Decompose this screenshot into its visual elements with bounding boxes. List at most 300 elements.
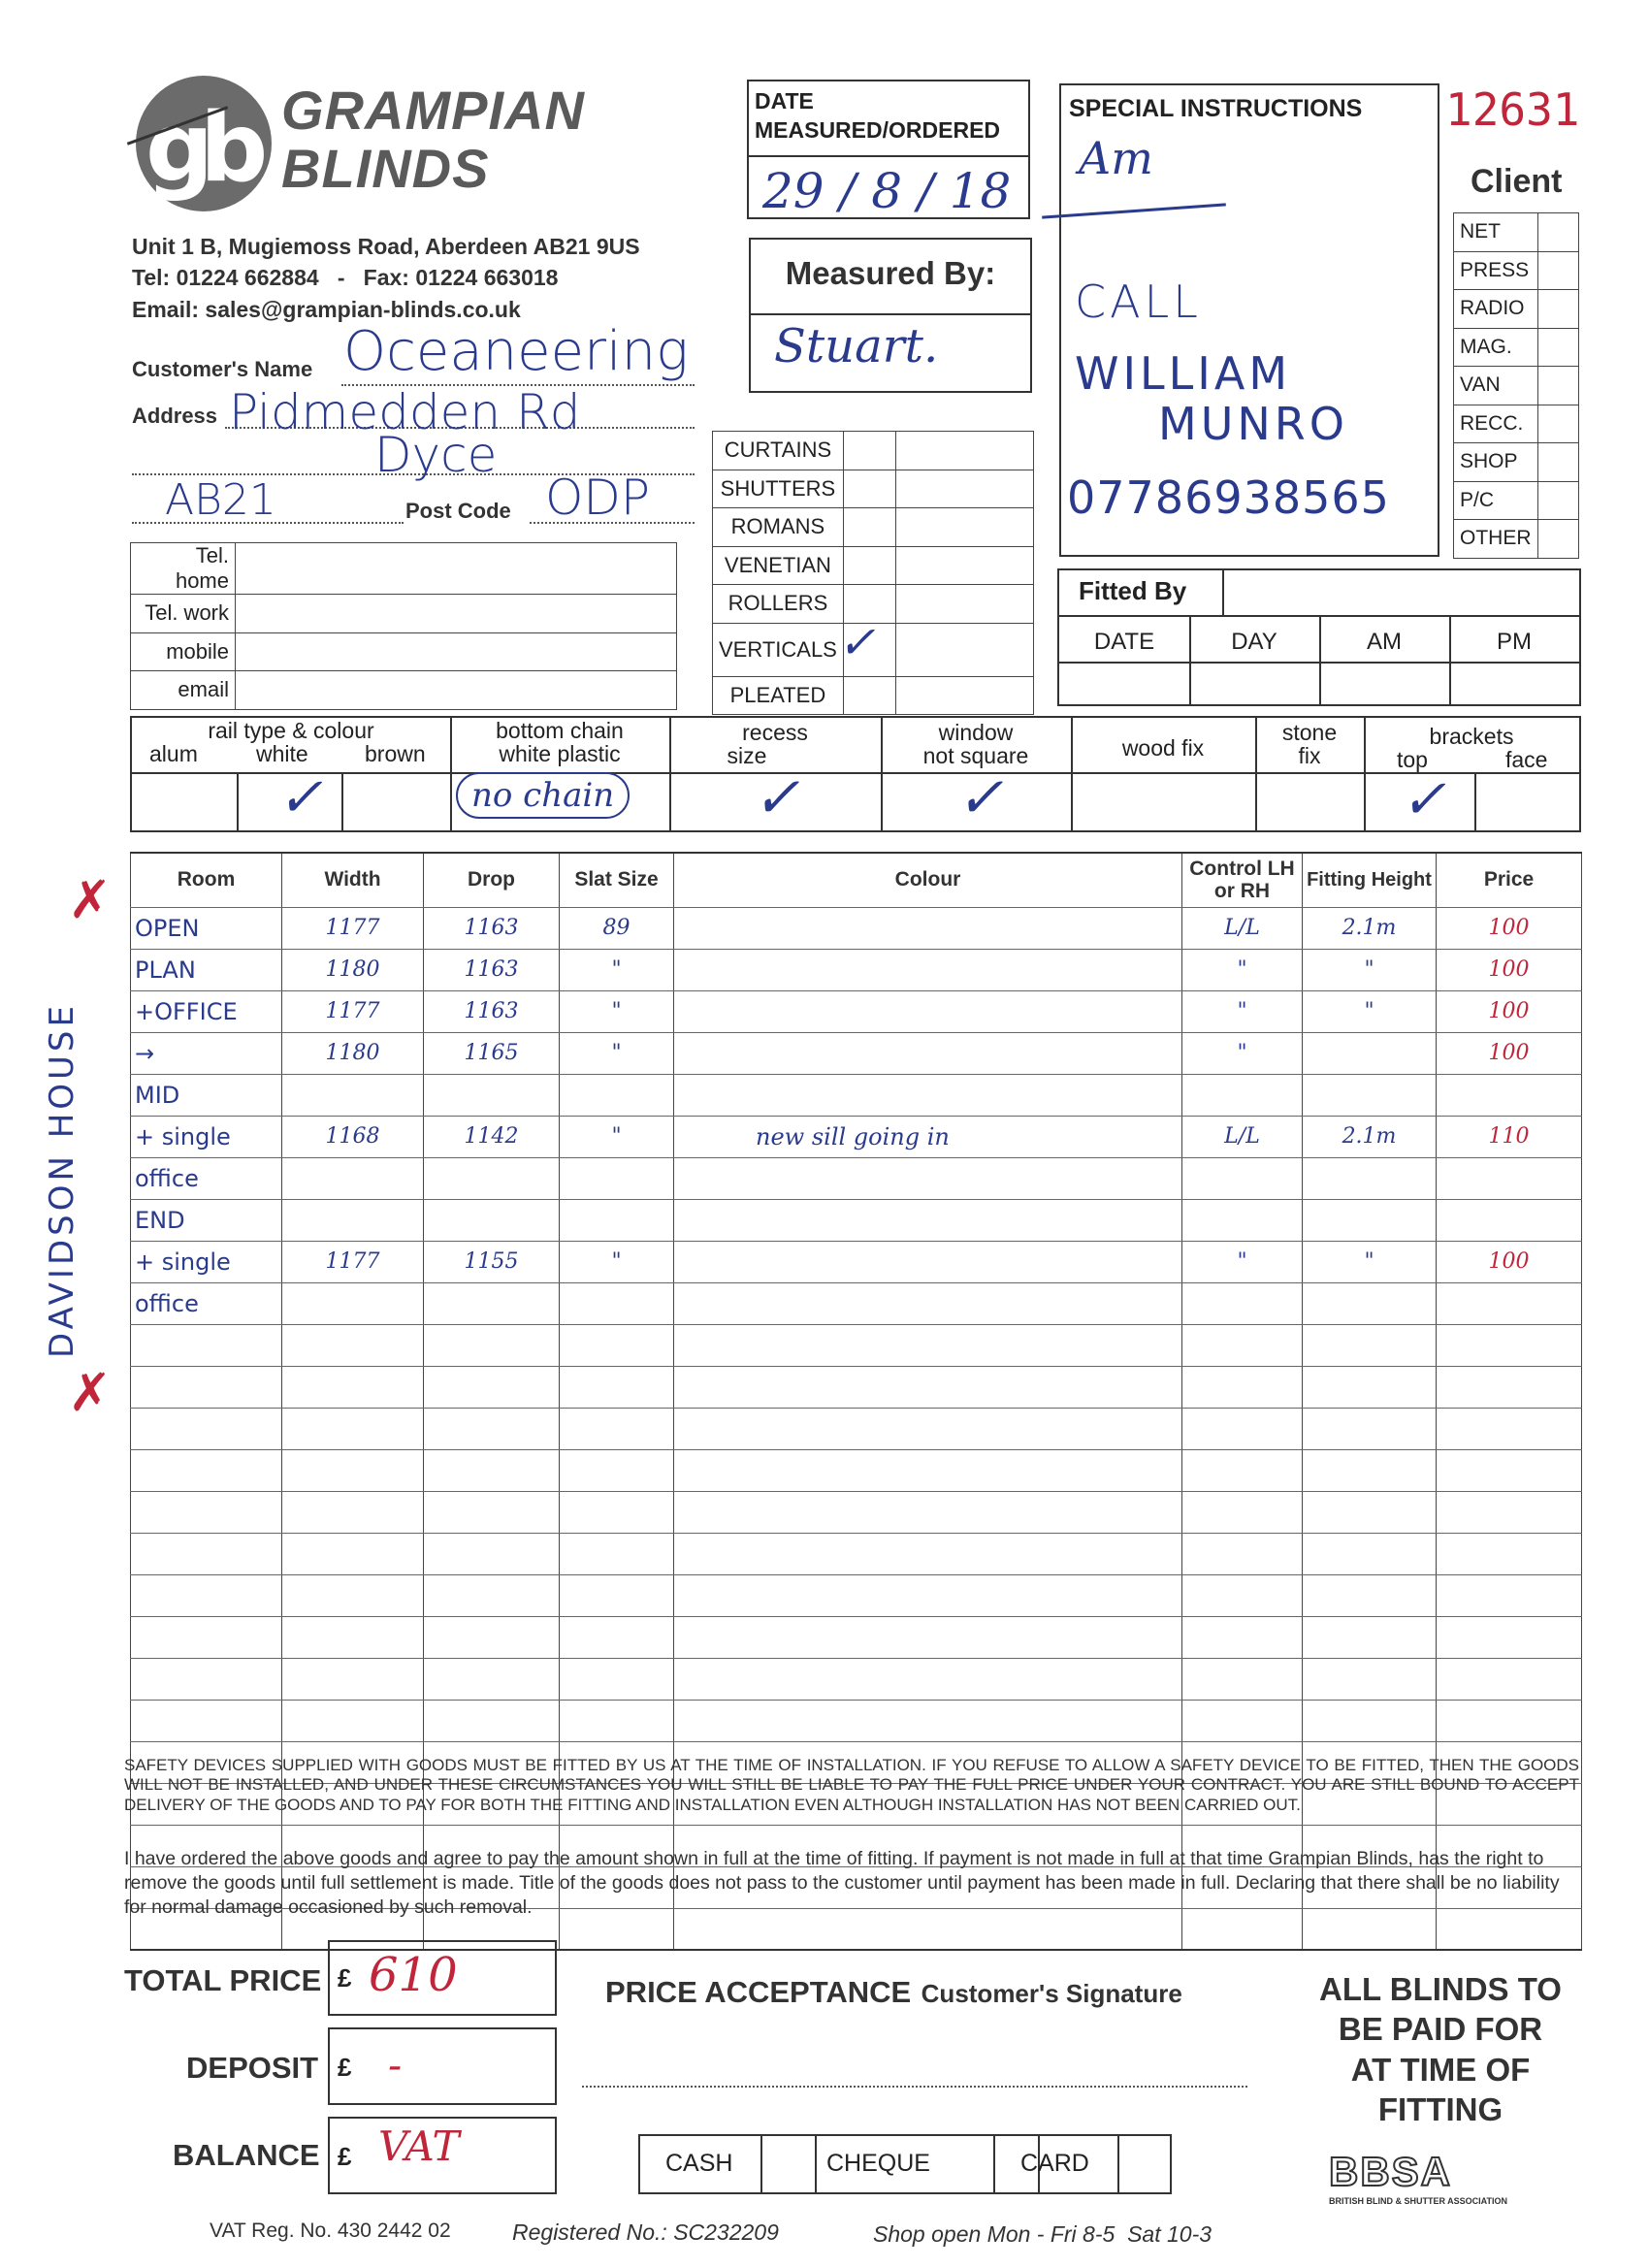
phone-row <box>131 671 677 710</box>
cell-colour[interactable] <box>674 1574 1182 1616</box>
cell-control[interactable]: " <box>1182 949 1303 990</box>
cell-width[interactable] <box>282 1616 424 1658</box>
cell-room[interactable]: PLAN <box>131 949 282 990</box>
cell-width[interactable] <box>282 1449 424 1491</box>
cell-width[interactable]: 1177 <box>282 1241 424 1282</box>
cell-drop[interactable] <box>424 1282 560 1324</box>
special-line1[interactable]: Am <box>1079 132 1153 184</box>
blind-type-row <box>713 676 1034 715</box>
blind-type-checkbox[interactable] <box>843 676 895 715</box>
cell-room[interactable] <box>131 1449 282 1491</box>
notice-line3: AT TIME OF <box>1350 2051 1531 2088</box>
cell-height[interactable] <box>1303 1324 1437 1366</box>
cell-room[interactable] <box>131 1658 282 1700</box>
cell-price[interactable] <box>1437 1658 1582 1700</box>
cell-colour[interactable] <box>674 1324 1182 1366</box>
cell-control[interactable] <box>1182 1199 1303 1241</box>
cell-control[interactable] <box>1182 1533 1303 1574</box>
cell-height[interactable] <box>1303 1533 1437 1574</box>
cell-slat[interactable] <box>560 1700 674 1741</box>
deposit-value: - <box>388 2041 403 2089</box>
measured-by-box <box>749 238 1032 393</box>
col-fitting-height: Fitting Height <box>1303 853 1437 907</box>
rail-white-tick[interactable]: ✓ <box>277 766 323 829</box>
cell-control[interactable] <box>1182 1157 1303 1199</box>
blind-type-row <box>713 623 1034 676</box>
cell-price[interactable] <box>1437 1324 1582 1366</box>
company-phone-fax: Tel: 01224 662884 - Fax: 01224 663018 <box>132 265 559 290</box>
customer-name[interactable]: Oceaneering <box>343 320 689 383</box>
cell-colour[interactable] <box>674 1533 1182 1574</box>
client-option-row <box>1454 520 1579 559</box>
cell-colour[interactable] <box>674 1199 1182 1241</box>
phone-value[interactable] <box>236 543 677 595</box>
blind-type-row <box>713 508 1034 547</box>
cell-room[interactable]: + single <box>131 1116 282 1157</box>
cell-room[interactable]: END <box>131 1199 282 1241</box>
table-row <box>131 1032 1582 1074</box>
cell-height[interactable] <box>1303 1700 1437 1741</box>
cell-height[interactable] <box>1303 1658 1437 1700</box>
cell-height[interactable]: 2.1m <box>1303 907 1437 949</box>
blind-type-row <box>713 546 1034 585</box>
postcode-value[interactable]: ODP <box>545 470 651 526</box>
cell-width[interactable] <box>282 1157 424 1199</box>
cell-colour[interactable] <box>674 1157 1182 1199</box>
cell-width[interactable] <box>282 1408 424 1449</box>
total-currency: £ <box>338 1963 352 1993</box>
cell-height[interactable] <box>1303 1366 1437 1408</box>
cell-drop[interactable]: 1142 <box>424 1116 560 1157</box>
price-acceptance <box>605 1975 1182 2010</box>
cell-price[interactable]: 110 <box>1437 1116 1582 1157</box>
cell-slat[interactable]: " <box>560 949 674 990</box>
client-option-row <box>1454 290 1579 329</box>
measured-by-value[interactable]: Stuart. <box>774 319 939 373</box>
cell-drop[interactable] <box>424 1449 560 1491</box>
table-row <box>131 1658 1582 1700</box>
cell-drop[interactable] <box>424 1700 560 1741</box>
table-row <box>131 1366 1582 1408</box>
date-value[interactable]: 29 / 8 / 18 <box>762 163 1012 219</box>
cell-drop[interactable] <box>424 1074 560 1116</box>
client-option-label: RADIO <box>1454 290 1538 329</box>
cell-height[interactable] <box>1303 1282 1437 1324</box>
cell-price[interactable]: 100 <box>1437 990 1582 1032</box>
table-row <box>131 1157 1582 1199</box>
client-option-checkbox[interactable] <box>1537 443 1578 482</box>
col-price: Price <box>1437 853 1582 907</box>
address-line1[interactable]: Pidmedden Rd <box>229 384 581 440</box>
cell-room[interactable]: OPEN <box>131 907 282 949</box>
cell-price[interactable] <box>1437 1449 1582 1491</box>
cell-control[interactable]: L/L <box>1182 1116 1303 1157</box>
cell-control[interactable] <box>1182 1282 1303 1324</box>
cell-price[interactable] <box>1437 1491 1582 1533</box>
cell-slat[interactable] <box>560 1408 674 1449</box>
not-square-label: not square <box>922 743 1029 768</box>
blind-type-checkbox[interactable] <box>843 546 895 585</box>
phone-label: mobile <box>131 632 236 671</box>
rail-alum-label: alum <box>149 741 198 766</box>
cell-price[interactable] <box>1437 1157 1582 1199</box>
cell-height[interactable] <box>1303 1449 1437 1491</box>
cell-slat[interactable] <box>560 1199 674 1241</box>
address-line3[interactable]: AB21 <box>165 475 276 525</box>
client-option-checkbox[interactable] <box>1537 290 1578 329</box>
cell-height[interactable] <box>1303 1574 1437 1616</box>
cell-slat[interactable] <box>560 1324 674 1366</box>
client-option-checkbox[interactable] <box>1537 251 1578 290</box>
cell-price[interactable] <box>1437 1366 1582 1408</box>
cell-room[interactable]: MID <box>131 1074 282 1116</box>
balance-value: VAT <box>378 2122 460 2170</box>
cell-control[interactable] <box>1182 1449 1303 1491</box>
cell-drop[interactable] <box>424 1574 560 1616</box>
address-line2[interactable]: Dyce <box>374 427 498 483</box>
cell-control[interactable] <box>1182 1074 1303 1116</box>
cell-room[interactable]: + single <box>131 1241 282 1282</box>
cell-colour[interactable]: new sill going in <box>674 1116 1182 1157</box>
cell-width[interactable]: 1177 <box>282 907 424 949</box>
safety-notice: SAFETY DEVICES SUPPLIED WITH GOODS MUST BE FITTED BY US AT THE TIME OF INSTALLATION. IF YOU REFUSE TO ALLOW A SAFETY DEVICE TO BE FITTED, THEN THE GOODS WILL NOT BE INSTALLED, AND UNDER THESE CIRCUMSTANCES YOU WILL STILL BE LIABLE TO PAY THE FULL PRICE UNDER YOUR CONTRACT. YOU ARE STILL BOUND TO ACCEPT DELIVERY OF THE GOODS AND TO PAY FOR BOTH THE FITTING AND INSTALLATION EVEN ALTHOUGH INSTALLATION HAS NOT BEEN CARRIED OUT. <box>124 1756 1579 1814</box>
cell-slat[interactable] <box>560 1616 674 1658</box>
cell-drop[interactable] <box>424 1616 560 1658</box>
cell-room[interactable] <box>131 1408 282 1449</box>
cell-width[interactable]: 1180 <box>282 949 424 990</box>
cheque-option[interactable]: CHEQUE <box>826 2150 930 2177</box>
total-box[interactable] <box>328 1940 557 2016</box>
cell-width[interactable] <box>282 1324 424 1366</box>
client-option-checkbox[interactable] <box>1537 405 1578 443</box>
cell-drop[interactable] <box>424 1408 560 1449</box>
table-row <box>131 1199 1582 1241</box>
cell-drop[interactable] <box>424 1658 560 1700</box>
col-room: Room <box>131 853 282 907</box>
cell-slat[interactable]: " <box>560 990 674 1032</box>
cell-height[interactable]: " <box>1303 1241 1437 1282</box>
customer-name-label: Customer's Name <box>132 357 313 381</box>
table-row <box>131 1408 1582 1449</box>
client-option-checkbox[interactable] <box>1537 328 1578 367</box>
cell-height[interactable] <box>1303 1491 1437 1533</box>
cell-price[interactable] <box>1437 1074 1582 1116</box>
cell-slat[interactable] <box>560 1491 674 1533</box>
table-row <box>131 1574 1582 1616</box>
blind-type-checkbox[interactable] <box>843 432 895 470</box>
company-name-line1: GRAMPIAN <box>281 80 585 141</box>
client-option-row <box>1454 367 1579 405</box>
cell-price[interactable] <box>1437 1616 1582 1658</box>
cell-width[interactable] <box>282 1533 424 1574</box>
table-row <box>131 949 1582 990</box>
cell-colour[interactable] <box>674 1366 1182 1408</box>
cell-control[interactable] <box>1182 1616 1303 1658</box>
chain-label: bottom chain <box>496 718 624 743</box>
cell-width[interactable] <box>282 1199 424 1241</box>
client-option-label: NET <box>1454 213 1538 252</box>
client-option-row <box>1454 213 1579 252</box>
table-row <box>131 1282 1582 1324</box>
chain-plastic-label: white plastic <box>499 741 621 766</box>
cell-slat[interactable]: " <box>560 1032 674 1074</box>
company-email: Email: sales@grampian-blinds.co.uk <box>132 297 521 322</box>
cell-price[interactable]: 100 <box>1437 907 1582 949</box>
cell-room[interactable] <box>131 1491 282 1533</box>
payment-notice <box>1261 1969 1620 2129</box>
cell-colour[interactable] <box>674 1616 1182 1658</box>
red-mark-bottom: ✗ <box>68 1364 113 1422</box>
table-row <box>131 1116 1582 1157</box>
cell-height[interactable] <box>1303 1199 1437 1241</box>
cell-slat[interactable] <box>560 1574 674 1616</box>
cell-width[interactable]: 1168 <box>282 1116 424 1157</box>
cell-price[interactable] <box>1437 1533 1582 1574</box>
cell-drop[interactable]: 1165 <box>424 1032 560 1074</box>
cell-colour[interactable] <box>674 907 1182 949</box>
window-label: window <box>938 720 1014 745</box>
cell-control[interactable] <box>1182 1366 1303 1408</box>
cell-drop[interactable]: 1163 <box>424 949 560 990</box>
fitted-am-label: AM <box>1367 629 1402 655</box>
window-tick[interactable]: ✓ <box>956 764 1004 830</box>
deposit-box[interactable] <box>328 2027 557 2105</box>
blind-type-label: SHUTTERS <box>713 470 844 508</box>
bbsa-caption: BRITISH BLIND & SHUTTER ASSOCIATION <box>1329 2196 1507 2206</box>
cell-colour[interactable] <box>674 1658 1182 1700</box>
blind-type-label: ROLLERS <box>713 585 844 624</box>
measured-by-label: Measured By: <box>785 255 996 291</box>
options-row <box>130 716 1581 832</box>
table-row <box>131 1491 1582 1533</box>
cell-price[interactable] <box>1437 1700 1582 1741</box>
fitted-date-label: DATE <box>1093 629 1155 655</box>
client-option-checkbox[interactable] <box>1537 213 1578 252</box>
client-label: Client <box>1471 163 1563 200</box>
cell-price[interactable]: 100 <box>1437 949 1582 990</box>
cell-height[interactable]: 2.1m <box>1303 1116 1437 1157</box>
cell-colour[interactable] <box>674 990 1182 1032</box>
side-note-building: DAVIDSON HOUSE <box>43 1002 81 1358</box>
price-acceptance-subtitle: Customer's Signature <box>921 1979 1182 2008</box>
cell-control[interactable]: L/L <box>1182 907 1303 949</box>
cell-colour[interactable] <box>674 949 1182 990</box>
cell-price[interactable] <box>1437 1282 1582 1324</box>
rail-label: rail type & colour <box>208 718 374 743</box>
phone-value[interactable] <box>236 671 677 710</box>
cell-height[interactable] <box>1303 1408 1437 1449</box>
cell-price[interactable]: 100 <box>1437 1241 1582 1282</box>
client-option-checkbox[interactable] <box>1537 520 1578 559</box>
cell-slat[interactable] <box>560 1449 674 1491</box>
cell-slat[interactable]: 89 <box>560 907 674 949</box>
blind-type-checkbox[interactable] <box>843 470 895 508</box>
brackets-top-tick[interactable]: ✓ <box>1401 768 1446 831</box>
blind-type-checkbox[interactable] <box>843 508 895 547</box>
bbsa-logo <box>1329 2149 1552 2206</box>
cell-room[interactable]: → <box>131 1032 282 1074</box>
cell-drop[interactable] <box>424 1157 560 1199</box>
recess-tick[interactable]: ✓ <box>753 764 800 830</box>
date-box <box>747 80 1030 219</box>
no-chain-note[interactable]: no chain <box>456 772 630 819</box>
fitted-by-label: Fitted By <box>1079 576 1187 605</box>
total-value: 610 <box>369 1948 458 2002</box>
blind-type-label: CURTAINS <box>713 432 844 470</box>
table-row <box>131 1074 1582 1116</box>
cell-slat[interactable] <box>560 1533 674 1574</box>
company-logo <box>136 76 585 221</box>
cell-drop[interactable] <box>424 1366 560 1408</box>
cell-height[interactable] <box>1303 1032 1437 1074</box>
cell-colour[interactable] <box>674 1700 1182 1741</box>
cell-width[interactable] <box>282 1074 424 1116</box>
cash-option[interactable]: CASH <box>665 2150 733 2177</box>
cell-width[interactable]: 1177 <box>282 990 424 1032</box>
form-number: 12631 <box>1445 83 1580 136</box>
cell-width[interactable]: 1180 <box>282 1032 424 1074</box>
cell-drop[interactable] <box>424 1324 560 1366</box>
brackets-face-label: face <box>1505 747 1548 772</box>
client-option-row <box>1454 405 1579 443</box>
cell-drop[interactable]: 1163 <box>424 990 560 1032</box>
logo-letters: gb <box>146 93 255 204</box>
phones-table <box>130 542 677 710</box>
special-line3[interactable]: WILLIAM <box>1075 347 1292 400</box>
cell-price[interactable] <box>1437 1574 1582 1616</box>
phone-row <box>131 632 677 671</box>
cell-slat[interactable] <box>560 1157 674 1199</box>
cell-slat[interactable] <box>560 1658 674 1700</box>
cell-room[interactable] <box>131 1324 282 1366</box>
cell-control[interactable]: " <box>1182 1241 1303 1282</box>
cell-price[interactable]: 100 <box>1437 1032 1582 1074</box>
cell-drop[interactable] <box>424 1199 560 1241</box>
cell-control[interactable] <box>1182 1324 1303 1366</box>
cell-height[interactable] <box>1303 1074 1437 1116</box>
cell-colour[interactable] <box>674 1074 1182 1116</box>
cell-control[interactable] <box>1182 1491 1303 1533</box>
phone-value[interactable] <box>236 632 677 671</box>
cell-slat[interactable]: " <box>560 1116 674 1157</box>
cell-drop[interactable] <box>424 1533 560 1574</box>
cell-width[interactable] <box>282 1658 424 1700</box>
cell-room[interactable] <box>131 1616 282 1658</box>
cell-height[interactable]: " <box>1303 949 1437 990</box>
cell-colour[interactable] <box>674 1449 1182 1491</box>
cell-room[interactable] <box>131 1574 282 1616</box>
cell-width[interactable] <box>282 1282 424 1324</box>
cell-colour[interactable] <box>674 1282 1182 1324</box>
client-option-label: RECC. <box>1454 405 1538 443</box>
cell-room[interactable]: office <box>131 1157 282 1199</box>
cell-width[interactable] <box>282 1366 424 1408</box>
stone-fix-label: fix <box>1298 743 1321 768</box>
shop-hours: Shop open Mon - Fri 8-5 Sat 10-3 <box>873 2221 1212 2247</box>
cell-drop[interactable]: 1155 <box>424 1241 560 1282</box>
client-option-checkbox[interactable] <box>1537 481 1578 520</box>
cell-room[interactable] <box>131 1700 282 1741</box>
vat-number: VAT Reg. No. 430 2442 02 <box>210 2219 451 2242</box>
special-line2[interactable]: CALL <box>1075 275 1202 328</box>
cell-colour[interactable] <box>674 1491 1182 1533</box>
cell-slat[interactable]: " <box>560 1241 674 1282</box>
phone-label: Tel. work <box>131 595 236 633</box>
cell-width[interactable] <box>282 1491 424 1533</box>
cell-price[interactable] <box>1437 1199 1582 1241</box>
col-width: Width <box>282 853 424 907</box>
blind-type-row <box>713 470 1034 508</box>
cell-control[interactable] <box>1182 1700 1303 1741</box>
client-option-checkbox[interactable] <box>1537 367 1578 405</box>
address-label: Address <box>132 404 218 428</box>
cell-colour[interactable] <box>674 1032 1182 1074</box>
wood-fix-label: wood fix <box>1121 735 1205 761</box>
cell-slat[interactable] <box>560 1366 674 1408</box>
fitted-pm-label: PM <box>1497 629 1532 655</box>
special-line5[interactable]: 07786938565 <box>1067 471 1390 524</box>
blind-type-label: PLEATED <box>713 676 844 715</box>
cell-drop[interactable] <box>424 1491 560 1533</box>
cell-width[interactable] <box>282 1700 424 1741</box>
cell-drop[interactable]: 1163 <box>424 907 560 949</box>
cell-room[interactable] <box>131 1366 282 1408</box>
signature-line[interactable] <box>582 2086 1247 2088</box>
cell-colour[interactable] <box>674 1408 1182 1449</box>
fitted-by-box <box>1057 568 1581 706</box>
cell-control[interactable] <box>1182 1658 1303 1700</box>
red-mark-top: ✗ <box>68 871 113 929</box>
cell-room[interactable] <box>131 1533 282 1574</box>
cell-control[interactable] <box>1182 1408 1303 1449</box>
special-underline <box>1042 203 1226 218</box>
balance-label: BALANCE <box>173 2138 320 2172</box>
cell-slat[interactable] <box>560 1282 674 1324</box>
cell-slat[interactable] <box>560 1074 674 1116</box>
client-option-row <box>1454 481 1579 520</box>
blind-type-row <box>713 432 1034 470</box>
cell-price[interactable] <box>1437 1408 1582 1449</box>
cell-width[interactable] <box>282 1574 424 1616</box>
payment-methods <box>638 2134 1172 2194</box>
cell-colour[interactable] <box>674 1241 1182 1282</box>
bbsa-logo-text: BBSA <box>1329 2149 1453 2194</box>
blind-types-table <box>712 431 1034 715</box>
date-label: DATE MEASURED/ORDERED <box>755 88 1001 143</box>
phone-value[interactable] <box>236 595 677 633</box>
cell-room[interactable]: +OFFICE <box>131 990 282 1032</box>
card-option[interactable]: CARD <box>1020 2150 1089 2177</box>
balance-box[interactable] <box>328 2117 557 2194</box>
table-row <box>131 1449 1582 1491</box>
cell-control[interactable]: " <box>1182 1032 1303 1074</box>
cell-control[interactable] <box>1182 1574 1303 1616</box>
special-line4[interactable]: MUNRO <box>1158 398 1348 450</box>
cell-height[interactable] <box>1303 1157 1437 1199</box>
cell-control[interactable]: " <box>1182 990 1303 1032</box>
phone-label: email <box>131 671 236 710</box>
notice-line4: FITTING <box>1377 2090 1504 2127</box>
total-label: TOTAL PRICE <box>124 1963 322 1997</box>
col-slat: Slat Size <box>560 853 674 907</box>
cell-room[interactable]: office <box>131 1282 282 1324</box>
notice-line1: ALL BLINDS TO <box>1319 1971 1562 2007</box>
cell-height[interactable] <box>1303 1616 1437 1658</box>
col-colour: Colour <box>674 853 1182 907</box>
cell-height[interactable]: " <box>1303 990 1437 1032</box>
blind-type-checkbox[interactable] <box>837 615 895 676</box>
registered-number: Registered No.: SC232209 <box>512 2219 779 2245</box>
